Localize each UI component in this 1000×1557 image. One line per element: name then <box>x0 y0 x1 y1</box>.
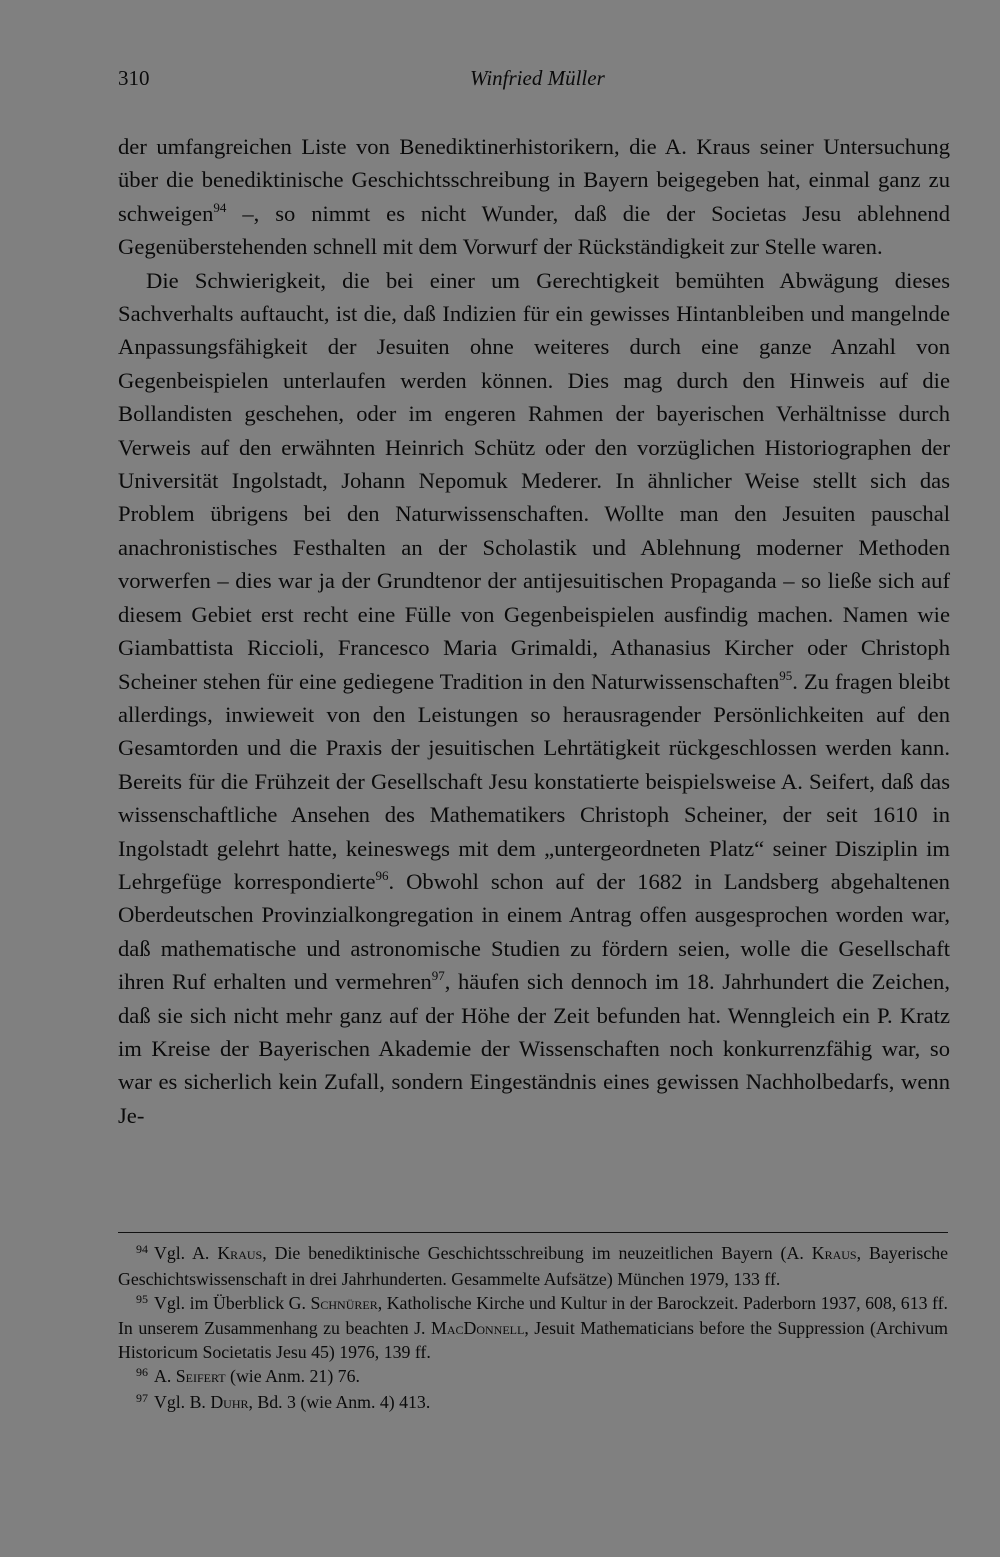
page-header <box>118 66 948 96</box>
body-text <box>118 130 950 1132</box>
footnote-number: 94 <box>136 1242 148 1256</box>
text-run: , Jesuit Mathematicians before the Suppression (Archivum Historicum Societatis Jesu 45) 1976, 139 ff. <box>118 1318 948 1363</box>
text-run: Vgl. im Überblick G. <box>154 1292 311 1313</box>
author-name: MacDonnell <box>431 1318 525 1339</box>
footnote-97 <box>118 1391 948 1417</box>
footnote-number: 97 <box>136 1390 148 1405</box>
footnote-96 <box>118 1365 948 1391</box>
footnote-ref: 95 <box>779 667 793 683</box>
text-run: . Obwohl schon auf der 1682 in Landsberg abgehaltenen Oberdeutschen Provinzialkongregation in einem Antrag offen ausgesprochen worden war, daß mathematische und astronomische Studien zu fördern seien, wolle die Gesellschaft ihren Ruf erhalten und vermehren <box>118 868 950 995</box>
text-run: Die Schwierigkeit, die bei einer um Gerechtigkeit bemühten Abwägung dieses Sachverhalts auftaucht, ist die, daß Indizien für ein gewisses Hintanbleiben und mangelnde Anpassungsfähigkeit der Jesuiten ohne weiteres durch eine ganze Anzahl von Gegenbeispielen unterlaufen werden können. Dies mag durch den Hinweis auf die Bollandisten geschehen, oder im engeren Rahmen der bayerischen Verhältnisse durch Verweis auf den erwähnten Heinrich Schütz oder den vorzüglichen Historiographen der Universität Ingolstadt, Johann Nepomuk Mederer. In ähnlicher Weise stellt sich das Problem übrigens bei den Naturwissenschaften. Wollte man den Jesuiten pauschal anachronistisches Festhalten an der Scholastik und Ablehnung moderner Methoden vorwerfen – dies war ja der Grundtenor der antijesuitischen Propaganda – so ließe sich auf diesem Gebiet erst recht eine Fülle von Gegenbeispielen ausfindig machen. Namen wie Giambattista Riccioli, Francesco Maria Grimaldi, Athanasius Kircher oder Christoph Scheiner stehen für eine gediegene Tradition in den Naturwissenschaften <box>118 267 950 694</box>
footnote-ref: 96 <box>375 867 389 883</box>
text-run: , häufen sich dennoch im 18. Jahrhundert die Zeichen, daß sie sich nicht mehr ganz auf der Höhe der Zeit befunden hat. Wenngleich ein P. Kratz im Kreise der Bayerischen Akademie der Wissenschaften noch konkurrenzfähig war, so war es sicherlich kein Zufall, sondern Eingeständnis eines gewissen Nachholbedarfs, wenn Je- <box>118 969 950 1128</box>
text-run: –, so nimmt es nicht Wunder, daß die der Societas Jesu ablehnend Gegenüberstehenden schnell mit dem Vorwurf der Rückständigkeit zur Stelle waren. <box>118 200 950 260</box>
text-run: der umfangreichen Liste von Benediktinerhistorikern, die A. Kraus seiner Untersuchung über die benediktinische Geschichtsschreibung in Bayern beigegeben hat, einmal ganz zu schweigen <box>118 134 950 226</box>
text-run: , Bd. 3 (wie Anm. 4) 413. <box>248 1391 431 1412</box>
text-run: , Katholische Kirche und Kultur in der Barockzeit. Paderborn 1937, 608, 613 ff. In unserem Zusammenhang zu beachten J. <box>118 1292 948 1339</box>
text-run: A. <box>154 1365 176 1386</box>
text-run: , Bayerische Geschichtswissenschaft in drei Jahrhunderten. Gesammelte Aufsätze) München 1979, 133 ff. <box>118 1243 948 1289</box>
footnote-ref: 94 <box>213 199 227 215</box>
footnote-95 <box>118 1292 948 1365</box>
text-run: Vgl. A. <box>154 1243 218 1263</box>
author-name: Kraus <box>811 1243 857 1263</box>
footnote-divider <box>118 1232 948 1233</box>
author-name: Duhr <box>210 1391 249 1412</box>
footnote-number: 95 <box>136 1291 148 1306</box>
author-name: Kraus <box>217 1243 263 1263</box>
text-run: (wie Anm. 21) 76. <box>225 1365 360 1386</box>
footnotes <box>118 1242 948 1417</box>
text-run: , Die benediktinische Geschichtsschreibung im neuzeitlichen Bayern (A. <box>262 1243 812 1263</box>
footnote-94 <box>118 1242 948 1292</box>
text-run: . Zu fragen bleibt allerdings, inwieweit von den Leistungen so herausragender Persönlichkeiten auf den Gesamtorden und die Praxis der jesuitischen Lehrtätigkeit rückgeschlossen werden kann. Bereits für die Frühzeit der Gesellschaft Jesu konstatierte beispielsweise A. Seifert, daß das wissenschaftliche Ansehen des Mathematikers Christoph Scheiner, der seit 1610 in Ingolstadt gelehrt hatte, keineswegs mit dem „untergeordneten Platz“ seiner Disziplin im Lehrgefüge korrespondierte <box>118 668 951 894</box>
text-run: Vgl. B. <box>154 1391 211 1412</box>
author-name: Seifert <box>175 1365 226 1386</box>
page-number: 310 <box>118 66 150 90</box>
running-head: Winfried Müller <box>470 66 605 90</box>
footnote-number: 96 <box>136 1364 148 1379</box>
author-name: Schnürer <box>310 1292 378 1313</box>
paragraph-2 <box>118 264 950 1133</box>
paragraph-1 <box>118 130 950 264</box>
footnote-ref: 97 <box>431 968 445 984</box>
